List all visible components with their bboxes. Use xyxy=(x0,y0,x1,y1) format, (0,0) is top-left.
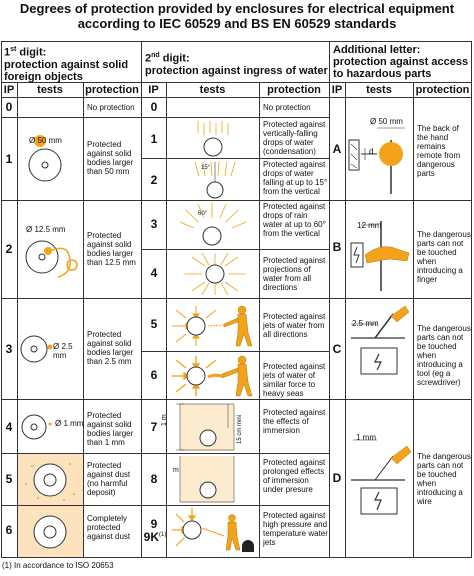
solid-4-test-icon xyxy=(20,410,82,450)
solid-2-dimension: Ø 12.5 mm xyxy=(26,225,66,234)
water-4-desc: Protected against projections of water from all directions xyxy=(263,256,326,292)
footnote: (1) In accordance to ISO 20653 xyxy=(2,561,114,570)
ip-water-9k: $9K^{(1)}$ xyxy=(143,530,167,544)
solid-3-desc: Protected against solid bodies larger than 2.5 mm xyxy=(87,330,134,366)
divider xyxy=(141,351,329,352)
ip-solid-4: 4 xyxy=(5,420,13,434)
ip-water-5: 5 xyxy=(150,317,158,331)
water-5-test-icon xyxy=(168,302,258,350)
ip-water-0: 0 xyxy=(150,100,158,114)
divider xyxy=(141,117,329,118)
water-1-desc: Protected against vertically-falling drops of water (condensation) xyxy=(263,120,326,156)
ip-water-6: 6 xyxy=(150,368,158,382)
title-line-2: according to IEC 60529 and BS EN 60529 standards xyxy=(77,16,397,31)
access-b-dimension: 12 mm xyxy=(357,221,382,230)
solid-6-test-icon xyxy=(18,506,83,557)
access-d-desc: The dangerous parts can not be touched when introducing a wire xyxy=(417,452,471,506)
solid-4-desc: Protected against solid bodies larger than 1 mm xyxy=(87,411,134,447)
col-header-tests: tests xyxy=(37,84,63,96)
access-a-distance: d xyxy=(369,147,374,156)
water-8-test-icon xyxy=(168,454,258,504)
water-3-angle: 60° xyxy=(198,211,208,217)
water-2-angle: 15° xyxy=(201,165,211,171)
access-c-desc: The dangerous parts can not be touched when introducing a tool (eg a screwdriver) xyxy=(417,324,471,387)
access-c-dimension: 2.5 mm xyxy=(352,319,379,328)
access-letter-b: B xyxy=(332,240,342,254)
divider xyxy=(1,117,142,118)
access-a-desc: The back of the hand remains remote from dangerous parts xyxy=(417,124,461,178)
access-b-desc: The dangerous parts can not be touched when introducing a finger xyxy=(417,230,471,284)
access-letter-c: C xyxy=(332,342,342,356)
col-header-ip: IP xyxy=(3,84,15,96)
ip-water-3: 3 xyxy=(150,217,158,231)
col-header-ip: IP xyxy=(331,84,343,96)
water-3-test-icon xyxy=(176,202,252,248)
water-8-desc: Protected against prolonged effects of immersion under presure xyxy=(263,458,326,494)
water-9-test-icon xyxy=(168,506,258,556)
ip-solid-6: 6 xyxy=(5,523,13,537)
solid-2-desc: Protected against solid bodies larger than 12.5 mm xyxy=(87,231,136,267)
section-header-access: Additional letter: protection against access to hazardous parts xyxy=(333,44,469,80)
access-a-dimension: Ø 50 mm xyxy=(370,117,403,126)
divider xyxy=(259,82,260,558)
access-letter-d: D xyxy=(332,471,342,485)
divider xyxy=(141,298,329,299)
ip-solid-5: 5 xyxy=(5,472,13,486)
ip-water-2: 2 xyxy=(150,173,158,187)
ip-solid-1: 1 xyxy=(5,152,13,166)
solid-5-desc: Protected against dust (no harmful deposit) xyxy=(87,461,131,497)
divider xyxy=(1,97,472,98)
divider xyxy=(329,399,472,400)
title-line-1: Degrees of protection provided by enclosures for electrical equipment xyxy=(19,1,455,16)
ip-solid-3: 3 xyxy=(5,342,13,356)
divider xyxy=(83,82,84,558)
ip-water-1: 1 xyxy=(150,132,158,146)
col-header-tests: tests xyxy=(199,84,226,96)
col-header-protection: protection xyxy=(85,84,139,96)
divider xyxy=(329,200,472,201)
divider xyxy=(141,249,329,250)
ip-water-4: 4 xyxy=(150,266,158,280)
col-header-tests: tests xyxy=(366,84,392,96)
water-2-desc: Protected against drops of water falling at up to 15° from the vertical xyxy=(263,160,328,196)
solid-5-test-icon xyxy=(18,454,83,505)
water-6-desc: Protected against jets of water of similar force to heavy seas xyxy=(263,362,326,398)
access-d-test-icon xyxy=(347,430,413,530)
ip-water-8: 8 xyxy=(150,472,158,486)
water-7-depth: 1 m xyxy=(161,414,168,426)
water-3-desc: Protected against drops of rain water at up to 60° from the vertical xyxy=(263,202,326,238)
water-1-test-icon xyxy=(190,119,240,157)
water-8-depth: m xyxy=(173,467,179,474)
access-b-test-icon xyxy=(347,205,413,297)
ip-water-9: 9 xyxy=(150,517,158,531)
solid-4-dimension: Ø 1 mm xyxy=(55,419,84,428)
divider xyxy=(141,158,329,159)
solid-0-desc: No protection xyxy=(87,103,135,112)
ip-water-7: 7 xyxy=(150,420,158,434)
solid-2-test-icon xyxy=(20,225,82,295)
water-5-desc: Protected against jets of water from all directions xyxy=(263,312,326,339)
divider xyxy=(141,399,329,400)
water-7-min-depth: 15 cm mini xyxy=(237,414,243,444)
solid-1-dimension: Ø 50 mm xyxy=(29,136,62,145)
ip-solid-0: 0 xyxy=(5,100,13,114)
divider xyxy=(1,200,142,201)
access-a-test-icon xyxy=(347,118,413,198)
solid-3-dimension: Ø 2.5 mm xyxy=(53,342,73,360)
divider xyxy=(413,82,414,558)
water-9-desc: Protected against high pressure and temperature water jets xyxy=(263,511,328,547)
water-4-test-icon xyxy=(180,251,250,297)
divider-solid-water xyxy=(141,41,142,558)
section-header-water: 2nd digit: protection against ingress of water xyxy=(145,52,328,77)
access-letter-a: A xyxy=(332,142,342,156)
divider xyxy=(1,298,142,299)
water-0-desc: No protection xyxy=(263,103,311,112)
divider xyxy=(141,200,329,201)
col-header-protection: protection xyxy=(267,84,321,96)
water-6-test-icon xyxy=(168,354,258,398)
col-header-protection: protection xyxy=(415,84,470,96)
page-title xyxy=(0,1,474,31)
divider xyxy=(166,82,167,558)
solid-6-desc: Completely protected against dust xyxy=(87,514,131,541)
access-d-dimension: 1 mm xyxy=(356,433,376,442)
divider xyxy=(1,399,142,400)
ip-solid-2: 2 xyxy=(5,242,13,256)
water-7-desc: Protected against the effects of immersion xyxy=(263,408,326,435)
col-header-ip: IP xyxy=(148,84,159,96)
section-header-solid: 1st digit: protection against solid foreign objects xyxy=(4,46,129,83)
solid-1-desc: Protected against solid bodies larger than 50 mm xyxy=(87,140,134,176)
divider xyxy=(329,298,472,299)
